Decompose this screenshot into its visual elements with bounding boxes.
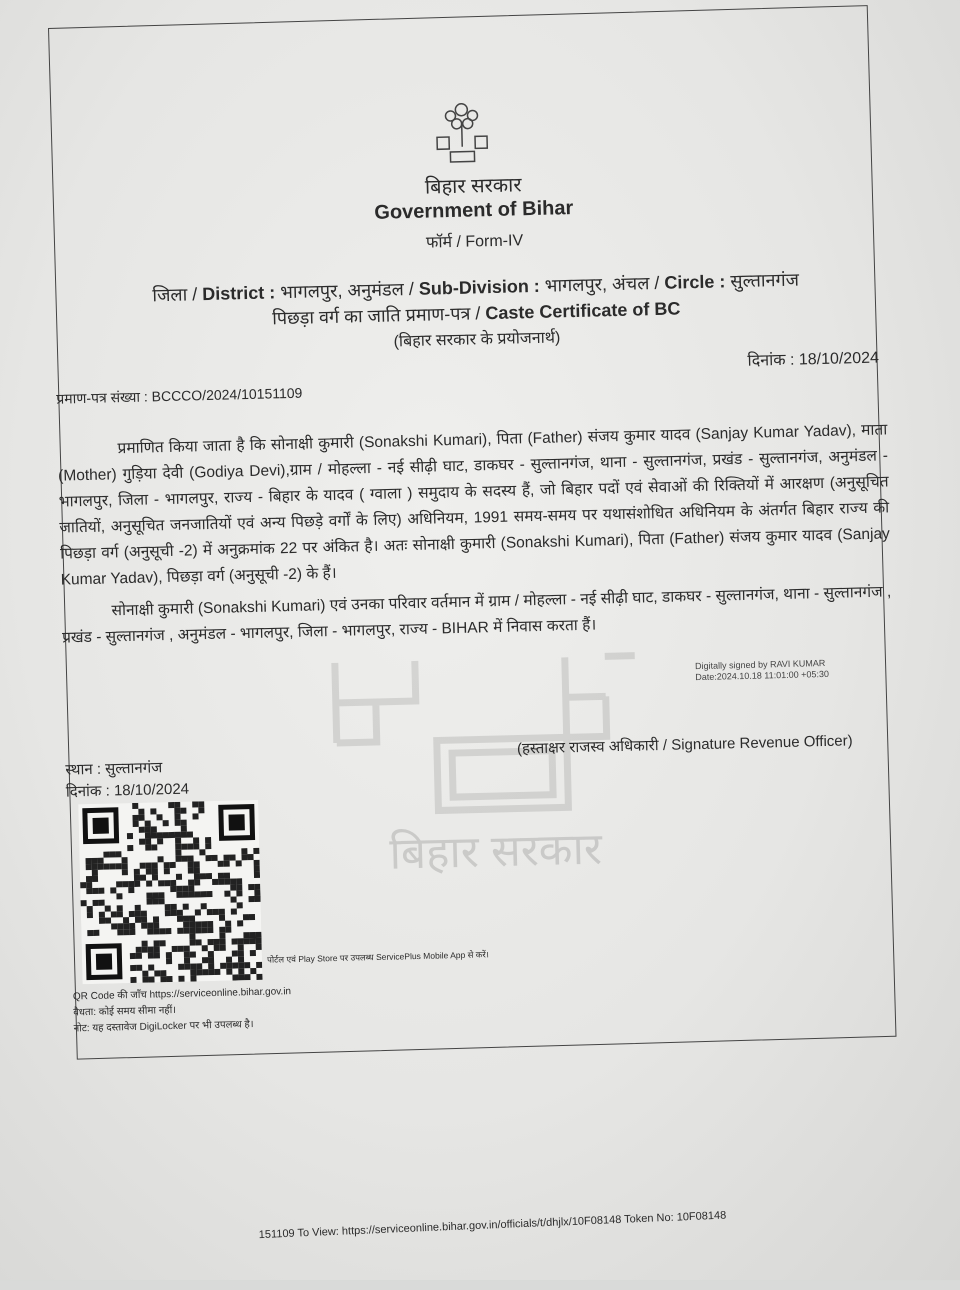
digital-signed-by: Digitally signed by RAVI KUMAR [694,657,826,672]
cert-title-english: Caste Certificate of BC [485,298,681,324]
loc-subdivision: Sub-Division : [418,275,546,299]
footer-date: दिनांक : 18/10/2024 [65,780,190,801]
bihar-emblem-logo [426,91,498,173]
purpose-line: (बिहार सरकार के प्रयोजनार्थ) [393,329,561,351]
certificate-document [40,39,930,1290]
english-title: Government of Bihar [374,197,574,224]
form-number: फॉर्म / Form-IV [425,232,524,252]
hindi-title: बिहार सरकार [424,174,522,199]
loc-hi-1: जिला / [152,284,203,306]
certification-paragraph: प्रमाणित किया जाता है कि सोनाक्षी कुमारी (Sonakshi Kumari), पिता (Father) संजय कुमार यादव (Sanjay Kumar Yadav), माता (Mother) गुड़िया देवी (Godiya Devi),ग्राम / मोहल्ला - नई सीढ़ी घाट, डाकघर - सुल्तानगंज, थाना - सुल्तानगंज, प्रखंड - सुल्तानगंज, अनुमंडल - भागलपुर, जिला - भागलपुर, राज्य - बिहार के यादव ( ग्वाला ) समुदाय के सदस्य हैं, जो बिहार पदों एवं सेवाओं की रिक्तियों में आरक्षण (अनुसूचित जातियों, अनुसूचित जनजातियों एवं अन्य पिछड़े वर्गों के लिए) अधिनियम, 1991 समय-समय पर यथासंशोधित अधिनियम के अंतर्गत बिहार राज्य की पिछड़ा वर्ग (अनुसूची -2) में अनुक्रमांक 22 पर अंकित है। अतः सोनाक्षी कुमारी (Sonakshi Kumari), पिता (Father) संजय कुमार यादव (Sanjay Kumar Yadav), पिछड़ा वर्ग (अनुसूची -2) के हैं। [57,421,891,589]
watermark-text: बिहार सरकार [388,824,603,879]
digilocker-note: नोट: यह दस्तावेज DigiLocker पर भी उपलब्ध है। [73,1019,254,1035]
place-date-block [65,757,189,804]
loc-hi-2: भागलपुर, अनुमंडल / [280,278,420,303]
digital-signed-date: Date:2024.10.18 11:01:00 +05:30 [695,668,830,683]
certificate-number: प्रमाण-पत्र संख्या : BCCCO/2024/10151109 [56,384,303,407]
loc-district: District : [202,282,281,305]
officer-signature-label: (हस्ताक्षर राजस्व अधिकारी / Signature Revenue Officer) [516,732,853,758]
place: स्थान : सुल्तानगंज [65,759,163,779]
qr-note: पोर्टल एवं Play Store पर उपलब्ध ServicePlus Mobile App से करें। [266,949,490,965]
cert-title-hindi: पिछड़ा वर्ग का जाति प्रमाण-पत्र / [271,303,486,329]
qr-code[interactable] [78,800,262,984]
digital-signature [695,658,829,683]
qr-check-line: QR Code की जाँच https://serviceonline.bihar.gov.in [72,986,292,1003]
loc-hi-3: भागलपुर, अंचल / [544,272,665,296]
loc-hi-4: सुल्तानगंज [730,269,800,292]
validity-line: वैधता: कोई समय सीमा नहीं। [73,1004,177,1019]
footer-notes [73,984,292,1037]
loc-circle: Circle : [664,271,731,293]
issue-date: दिनांक : 18/10/2024 [747,349,880,370]
view-url-line: 151109 To View: https://serviceonline.bihar.gov.in/officials/t/dhjlx/10F08148 Token No: 10F08148 [258,1209,727,1242]
residence-paragraph: सोनाक्षी कुमारी (Sonakshi Kumari) एवं उनका परिवार वर्तमान में ग्राम / मोहल्ला - नई सीढ़ी घाट, डाकघर - सुल्तानगंज, थाना - सुल्तानगंज , प्रखंड - सुल्तानगंज , अनुमंडल - भागलपुर, जिला - भागलपुर, राज्य - BIHAR में निवास करता हैं। [61,583,892,647]
